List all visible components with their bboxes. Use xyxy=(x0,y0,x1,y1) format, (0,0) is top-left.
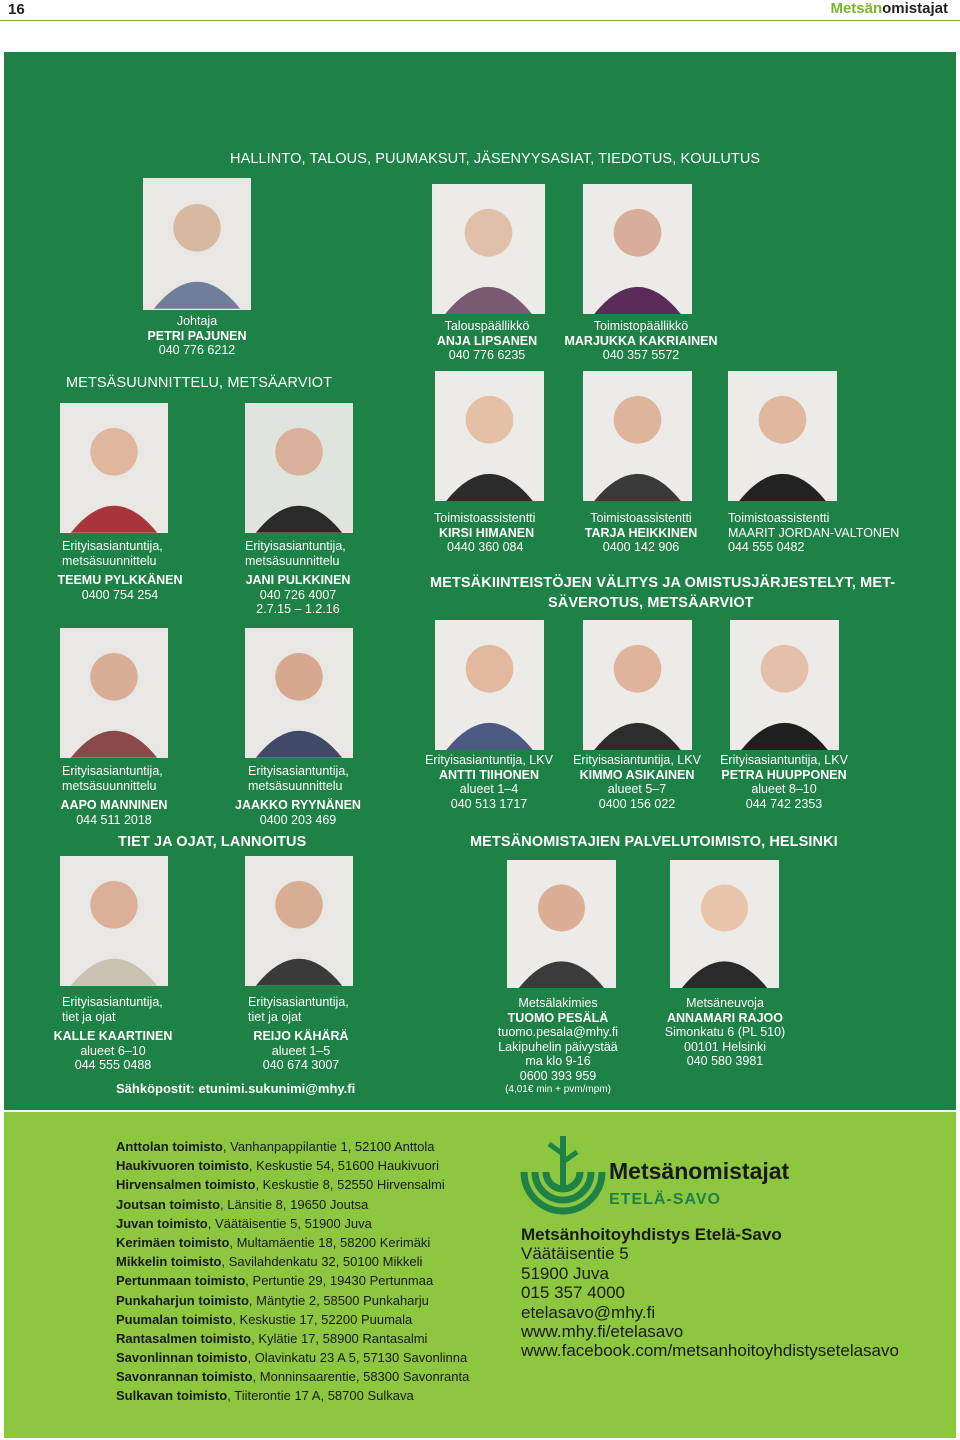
portrait-photo xyxy=(60,628,168,758)
portrait-photo xyxy=(143,178,251,310)
contact-card-pylkkanen: Erityisasiantuntija, metsäsuunnittelu xyxy=(62,539,163,568)
brand-region: ETELÄ-SAVO xyxy=(609,1191,721,1208)
portrait-photo xyxy=(583,184,692,314)
page-number: 16 xyxy=(8,1,25,18)
contact-card-tiihonen: Erityisasiantuntija, LKV ANTTI TIIHONEN alueet 1–4 040 513 1717 xyxy=(425,753,553,811)
association-name: Metsänhoitoyhdistys Etelä-Savo xyxy=(521,1225,782,1244)
brand-name: Metsänomistajat xyxy=(609,1158,790,1184)
email-format-note: Sähköpostit: etunimi.sukunimi@mhy.fi xyxy=(116,1081,356,1096)
contact-card-huupponen: Erityisasiantuntija, LKV PETRA HUUPPONEN alueet 8–10 044 742 2353 xyxy=(720,753,848,811)
portrait-photo xyxy=(670,860,779,988)
office-list xyxy=(116,1137,469,1406)
contact-card-kahara: Erityisasiantuntija, tiet ja ojat xyxy=(248,995,349,1024)
portrait-photo xyxy=(245,403,353,533)
contact-card-kakriainen: Toimistopäällikkö MARJUKKA KAKRIAINEN 040 357 5572 xyxy=(564,319,718,362)
contact-card-manninen-name: AAPO MANNINEN 044 511 2018 xyxy=(60,798,168,827)
association-email[interactable]: etelasavo@mhy.fi xyxy=(521,1302,656,1322)
contact-card-manninen: Erityisasiantuntija, metsäsuunnittelu xyxy=(62,764,163,793)
person-icon xyxy=(583,620,692,750)
portrait-photo xyxy=(245,628,353,758)
association-contact xyxy=(521,1225,899,1361)
magazine-title: Metsänomistajat xyxy=(830,0,948,17)
section-title-valitys-cont: SÄVEROTUS, METSÄARVIOT xyxy=(548,595,754,611)
office-item: Rantasalmen toimisto, Kylätie 17, 58900 Rantasalmi xyxy=(116,1330,428,1346)
portrait-photo xyxy=(435,371,544,501)
person-icon xyxy=(60,628,168,758)
portrait-photo xyxy=(60,856,168,986)
office-item: Savonrannan toimisto, Monninsaarentie, 58300 Savonranta xyxy=(116,1369,470,1385)
portrait-photo xyxy=(507,860,616,988)
section-title-valitys: METSÄKIINTEISTÖJEN VÄLITYS JA OMISTUSJÄRJESTELYT, MET- xyxy=(430,575,896,591)
contact-card-pajunen: Johtaja PETRI PAJUNEN 040 776 6212 xyxy=(147,314,247,357)
association-city: 51900 Juva xyxy=(521,1263,609,1283)
association-web[interactable]: www.mhy.fi/etelasavo xyxy=(521,1322,684,1342)
portrait-photo xyxy=(583,620,692,750)
header-rule xyxy=(0,20,960,21)
person-icon xyxy=(507,860,616,988)
office-item: Kerimäen toimisto, Multamäentie 18, 58200 Kerimäki xyxy=(116,1234,431,1250)
contact-card-pylkkanen-name: TEEMU PYLKKÄNEN 0400 754 254 xyxy=(57,573,183,602)
contact-card-ryynanen: Erityisasiantuntija, metsäsuunnittelu xyxy=(248,764,349,793)
portrait-photo xyxy=(583,371,692,501)
contact-card-heikkinen: Toimistoassistentti TARJA HEIKKINEN 0400 142 906 xyxy=(584,511,698,554)
contact-card-kaartinen-name: KALLE KAARTINEN alueet 6–10 044 555 0488 xyxy=(53,1029,173,1072)
portrait-photo xyxy=(730,620,839,750)
person-icon xyxy=(435,620,544,750)
page-header xyxy=(0,0,960,44)
office-item: Haukivuoren toimisto, Keskustie 54, 51600 Haukivuori xyxy=(116,1158,439,1174)
association-street: Väätäisentie 5 xyxy=(521,1244,629,1264)
portrait-photo xyxy=(60,403,168,533)
portrait-photo xyxy=(435,620,544,750)
office-item: Joutsan toimisto, Länsitie 8, 19650 Joutsa xyxy=(116,1196,369,1212)
contact-card-himanen: Toimistoassistentti KIRSI HIMANEN 0440 360 084 xyxy=(434,511,536,554)
person-icon xyxy=(60,403,168,533)
contact-card-asikainen: Erityisasiantuntija, LKV KIMMO ASIKAINEN alueet 5–7 0400 156 022 xyxy=(573,753,701,811)
person-icon xyxy=(245,628,353,758)
portrait-photo xyxy=(728,371,837,501)
person-icon xyxy=(583,184,692,314)
person-icon xyxy=(435,371,544,501)
person-icon xyxy=(583,371,692,501)
contact-card-kaartinen: Erityisasiantuntija, tiet ja ojat xyxy=(62,995,163,1024)
office-item: Hirvensalmen toimisto, Keskustie 8, 52550 Hirvensalmi xyxy=(116,1177,445,1193)
office-item: Savonlinnan toimisto, Olavinkatu 23 A 5, 57130 Savonlinna xyxy=(116,1350,468,1366)
person-icon xyxy=(245,403,353,533)
office-item: Puumalan toimisto, Keskustie 17, 52200 Puumala xyxy=(116,1311,413,1327)
contact-card-lipsanen: Talouspäällikkö ANJA LIPSANEN 040 776 6235 xyxy=(436,319,538,362)
mhy-logo-icon xyxy=(518,1132,608,1218)
person-icon xyxy=(245,856,353,986)
office-item: Juvan toimisto, Väätäisentie 5, 51900 Juva xyxy=(116,1215,372,1231)
person-icon xyxy=(730,620,839,750)
contact-card-pulkkinen: Erityisasiantuntija, metsäsuunnittelu xyxy=(245,539,346,568)
portrait-photo xyxy=(245,856,353,986)
office-item: Pertunmaan toimisto, Pertuntie 29, 19430 Pertunmaa xyxy=(116,1273,434,1289)
association-phone: 015 357 4000 xyxy=(521,1283,625,1303)
contact-card-rajoo: Metsäneuvoja ANNAMARI RAJOO Simonkatu 6 (PL 510) 00101 Helsinki 040 580 3981 xyxy=(664,996,786,1068)
person-icon xyxy=(432,184,545,314)
person-icon xyxy=(670,860,779,988)
section-title-palvelu: METSÄNOMISTAJIEN PALVELUTOIMISTO, HELSINKI xyxy=(470,834,838,850)
section-title-hallinto: HALLINTO, TALOUS, PUUMAKSUT, JÄSENYYSASIAT, TIEDOTUS, KOULUTUS xyxy=(230,151,761,167)
office-item: Anttolan toimisto, Vanhanpappilantie 1, 52100 Anttola xyxy=(116,1139,435,1154)
contact-card-jordan: Toimistoassistentti MAARIT JORDAN-VALTONEN 044 555 0482 xyxy=(728,511,900,554)
section-title-suunnittelu: METSÄSUUNNITTELU, METSÄARVIOT xyxy=(66,375,333,391)
contact-card-ryynanen-name: JAAKKO RYYNÄNEN 0400 203 469 xyxy=(235,798,361,827)
person-icon xyxy=(728,371,837,501)
person-icon xyxy=(60,856,168,986)
contact-card-pulkkinen-name: JANI PULKKINEN 040 726 4007 2.7.15 – 1.2.16 xyxy=(245,573,351,616)
portrait-photo xyxy=(432,184,545,314)
office-item: Punkaharjun toimisto, Mäntytie 2, 58500 Punkaharju xyxy=(116,1292,429,1308)
section-title-tiet: TIET JA OJAT, LANNOITUS xyxy=(118,834,307,850)
office-item: Mikkelin toimisto, Savilahdenkatu 32, 50100 Mikkeli xyxy=(116,1254,423,1270)
contact-card-kahara-name: REIJO KÄHÄRÄ alueet 1–5 040 674 3007 xyxy=(253,1029,349,1072)
association-facebook[interactable]: www.facebook.com/metsanhoitoyhdistysetelasavo xyxy=(521,1341,899,1361)
contact-card-pesala: Metsälakimies TUOMO PESÄLÄ tuomo.pesala@mhy.fi Lakipuhelin päivystää ma klo 9-16 0600 393 959 (4,01€ min + pvm/mpm) xyxy=(497,996,619,1095)
person-icon xyxy=(143,178,251,310)
office-item: Sulkavan toimisto, Tiiterontie 17 A, 58700 Sulkava xyxy=(116,1388,414,1404)
